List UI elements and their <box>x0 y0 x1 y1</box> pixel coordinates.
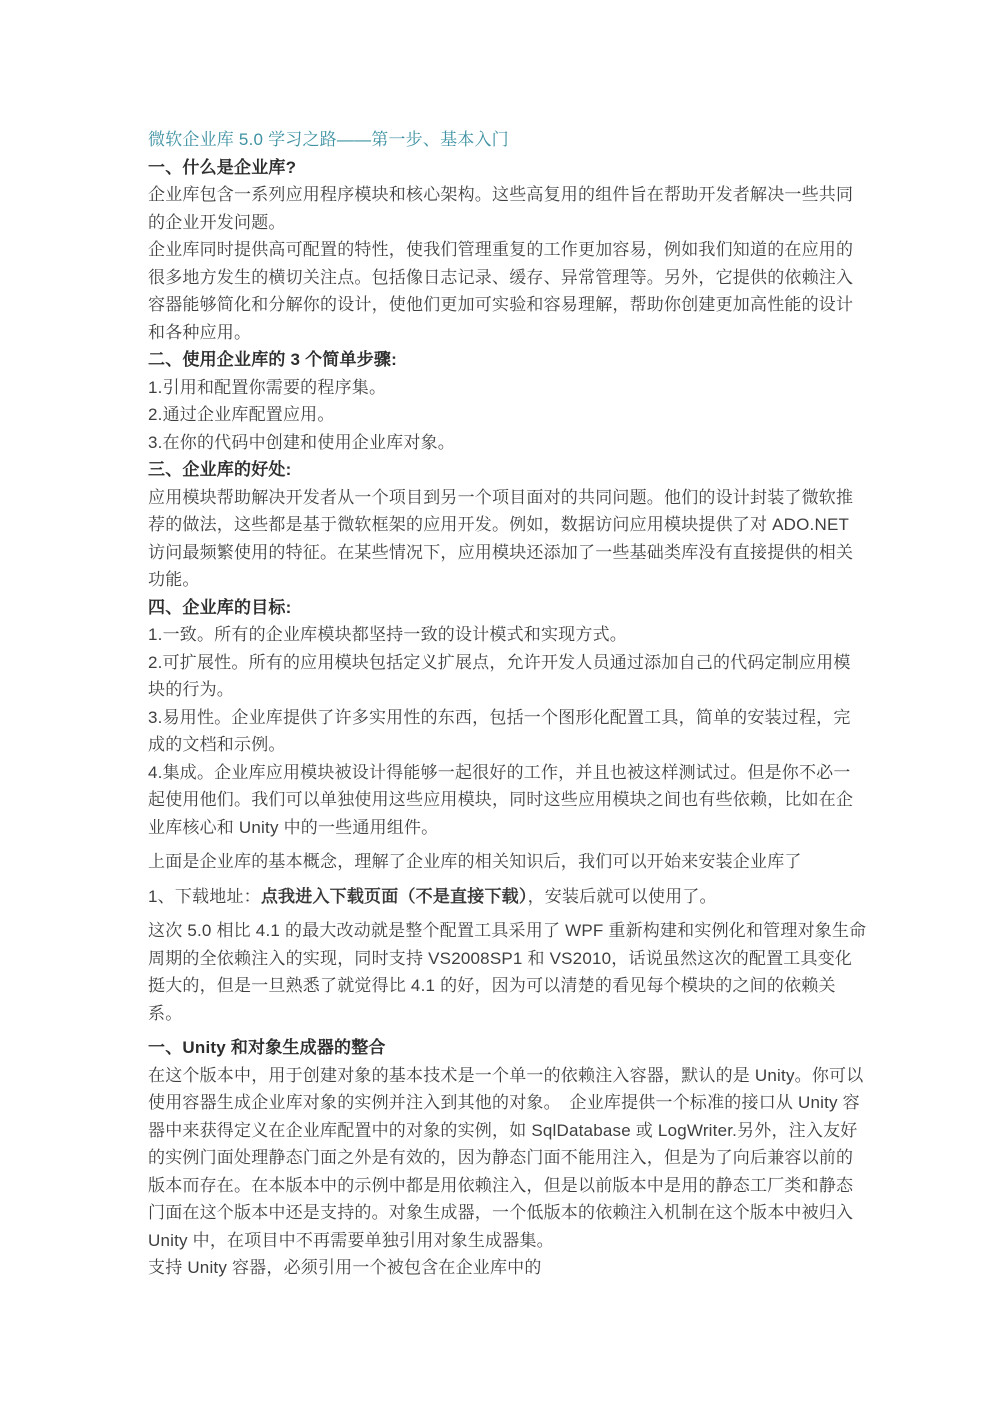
list-item-step-2: 2.通过企业库配置应用。 <box>148 405 335 424</box>
article-body <box>148 126 867 1282</box>
list-item-step-3: 3.在你的代码中创建和使用企业库对象。 <box>148 432 455 452</box>
section-heading-what-is-entlib: 一、什么是企业库? <box>148 157 297 177</box>
section-heading-unity-integration: 一、Unity 和对象生成器的整合 <box>148 1038 386 1057</box>
paragraph-download-address <box>148 883 867 911</box>
paragraph-benefits: 应用模块帮助解决开发者从一个项目到另一个项目面对的共同问题。他们的设计封装了微软推荐的做法，这些都是基于微软框架的应用开发。例如，数据访问应用模块提供了对 ADO.NET 访问最频繁使用的特征。在某些情况下，应用模块还添加了一些基础类库没有直接提供的相关功能。 <box>148 487 854 589</box>
paragraph-entlib-configurability: 企业库同时提供高可配置的特性，使我们管理重复的工作更加容易，例如我们知道的在应用的很多地方发生的横切关注点。包括像日志记录、缓存、异常管理等。另外，它提供的依赖注入容器能够简化和分解你的设计，使他们更加可实验和容易理解，帮助你创建更加高性能的设计和各种应用。 <box>148 240 854 342</box>
paragraph-unity-container-support: 支持 Unity 容器，必须引用一个被包含在企业库中的 <box>148 1258 542 1277</box>
section-heading-goals: 四、企业库的目标: <box>148 597 292 617</box>
section-heading-three-steps: 二、使用企业库的 3 个简单步骤: <box>148 350 397 369</box>
list-item-goal-consistency: 1.一致。所有的企业库模块都坚持一致的设计模式和实现方式。 <box>148 625 627 644</box>
download-address-suffix: ，安装后就可以使用了。 <box>527 886 717 906</box>
paragraph-entlib-overview: 企业库包含一系列应用程序模块和核心架构。这些高复用的组件旨在帮助开发者解决一些共同的企业开发问题。 <box>148 185 854 232</box>
section-heading-benefits: 三、企业库的好处: <box>148 460 292 479</box>
post-title-link[interactable]: 微软企业库 5.0 学习之路——第一步、基本入门 <box>148 130 509 149</box>
paragraph-v5-changes: 这次 5.0 相比 4.1 的最大改动就是整个配置工具采用了 WPF 重新构建和实例化和管理对象生命周期的全依赖注入的实现，同时支持 VS2008SP1 和 VS2010，话说虽然这次的配置工具变化挺大的，但是一旦熟悉了就觉得比 4.1 的好，因为可以清楚的看见每个模块的之间的依赖关系。 <box>148 921 867 1023</box>
download-address-label: 1、下载地址： <box>148 886 261 906</box>
list-item-goal-extensibility: 2.可扩展性。所有的应用模块包括定义扩展点，允许开发人员通过添加自己的代码定制应用模块的行为。 <box>148 652 851 699</box>
paragraph-unity-details: 在这个版本中，用于创建对象的基本技术是一个单一的依赖注入容器，默认的是 Unity。你可以使用容器生成企业库对象的实例并注入到其他的对象。 企业库提供一个标准的接口从 Unity 容器中来获得定义在企业库配置中的对象的实例，如 SqlDatabase 或 LogWriter.另外，注入友好的实例门面处理静态门面之外是有效的，因为静态门面不能用注入，但是为了向后兼容以前的版本而存在。在本版本中的示例中都是用依赖注入，但是以前版本中是用的静态工厂类和静态门面在这个版本中还是支持的。对象生成器，一个低版本的依赖注入机制在这个版本中被归入 Unity 中，在项目中不再需要单独引用对象生成器集。 <box>148 1065 864 1250</box>
list-item-goal-usability: 3.易用性。企业库提供了许多实用性的东西，包括一个图形化配置工具，简单的安装过程，完成的文档和示例。 <box>148 707 851 754</box>
list-item-goal-integration: 4.集成。企业库应用模块被设计得能够一起很好的工作，并且也被这样测试过。但是你不必一起使用他们。我们可以单独使用这些应用模块，同时这些应用模块之间也有些依赖，比如在企业库核心和 Unity 中的一些通用组件。 <box>148 762 854 837</box>
download-page-link[interactable]: 点我进入下载页面（不是直接下载） <box>260 886 528 906</box>
paragraph-install-intro: 上面是企业库的基本概念，理解了企业库的相关知识后，我们可以开始来安装企业库了 <box>148 852 802 871</box>
list-item-step-1: 1.引用和配置你需要的程序集。 <box>148 377 387 397</box>
